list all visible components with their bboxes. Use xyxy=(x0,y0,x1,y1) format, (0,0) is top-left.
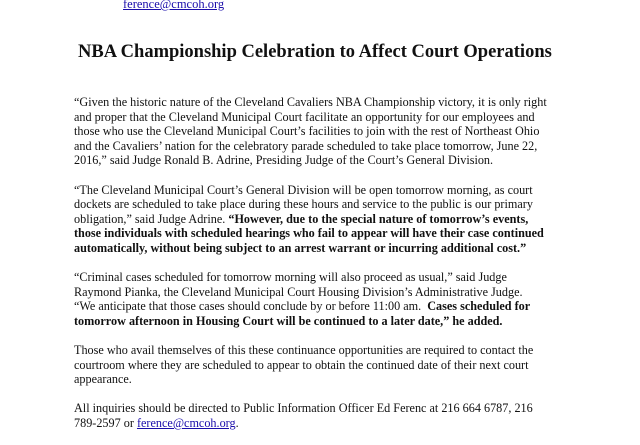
paragraph-2-emphasis: “However, due to the special nature of tomorrow’s events, xyxy=(228,211,529,226)
paragraph-3 xyxy=(74,270,594,328)
paragraph-1-line: 2016,” said Judge Ronald B. Adrine, Presiding Judge of the Court’s General Division. xyxy=(74,153,494,168)
paragraph-3-emphasis: Cases scheduled for xyxy=(427,299,531,314)
contact-email-link[interactable]: ference@cmcoh.org xyxy=(136,416,236,431)
paragraph-2-line: dockets are scheduled to take place during these hours and service to the public is our primary xyxy=(74,197,533,212)
paragraph-3-emphasis-line: tomorrow afternoon in Housing Court will be continued to a later date,” he added. xyxy=(74,313,503,328)
top-email-line xyxy=(123,0,224,12)
paragraph-4 xyxy=(74,343,594,387)
paragraph-1-line: those who use the Cleveland Municipal Court’s facilities to join with the rest of Northeast Ohio xyxy=(74,124,540,139)
paragraph-5-line xyxy=(74,416,594,431)
paragraph-2-line xyxy=(74,212,594,227)
paragraph-5 xyxy=(74,401,594,430)
paragraph-1 xyxy=(74,95,594,168)
paragraph-3-line: Raymond Pianka, the Cleveland Municipal Court Housing Division’s Administrative Judge. xyxy=(74,284,523,299)
paragraph-1-line: “Given the historic nature of the Cleveland Cavaliers NBA Championship victory, it is only right xyxy=(74,95,547,109)
paragraph-2-text: obligation,” said Judge Adrine. xyxy=(74,211,229,226)
paragraph-3-line xyxy=(74,299,594,314)
paragraph-2-emphasis-line: those individuals with scheduled hearings who fail to appear will have their case continued xyxy=(74,226,544,241)
release-body xyxy=(74,95,594,445)
paragraph-1-line: and proper that the Cleveland Municipal Court facilitate an opportunity for our employees and xyxy=(74,109,535,124)
paragraph-2 xyxy=(74,183,594,256)
paragraph-3-line: “Criminal cases scheduled for tomorrow morning will also proceed as usual,” said Judge xyxy=(74,270,507,285)
paragraph-5-text: 789-2597 or xyxy=(74,416,137,431)
paragraph-5-period: . xyxy=(235,416,239,431)
paragraph-2-line: “The Cleveland Municipal Court’s General Division will be open tomorrow morning, as court xyxy=(74,182,533,197)
paragraph-4-line: Those who avail themselves of this these continuance opportunities are required to contact the xyxy=(74,343,534,358)
paragraph-4-line: appearance. xyxy=(74,372,132,387)
headline: NBA Championship Celebration to Affect Court Operations xyxy=(78,42,552,62)
paragraph-4-line: courtroom where they are scheduled to appear to obtain the continued date of their next court xyxy=(74,357,529,372)
top-email-link[interactable]: ference@cmcoh.org xyxy=(123,0,225,11)
paragraph-5-line: All inquiries should be directed to Public Information Officer Ed Ferenc at 216 664 6787, 216 xyxy=(74,401,533,416)
paragraph-1-line: and the Cavaliers’ nation for the celebratory parade scheduled to take place tomorrow, June 22, xyxy=(74,138,538,153)
paragraph-2-emphasis-line: automatically, without being subject to an arrest warrant or incurring additional cost.” xyxy=(74,240,527,255)
paragraph-3-text: “We anticipate that those cases should conclude by or before 11:00 am. xyxy=(74,299,428,314)
